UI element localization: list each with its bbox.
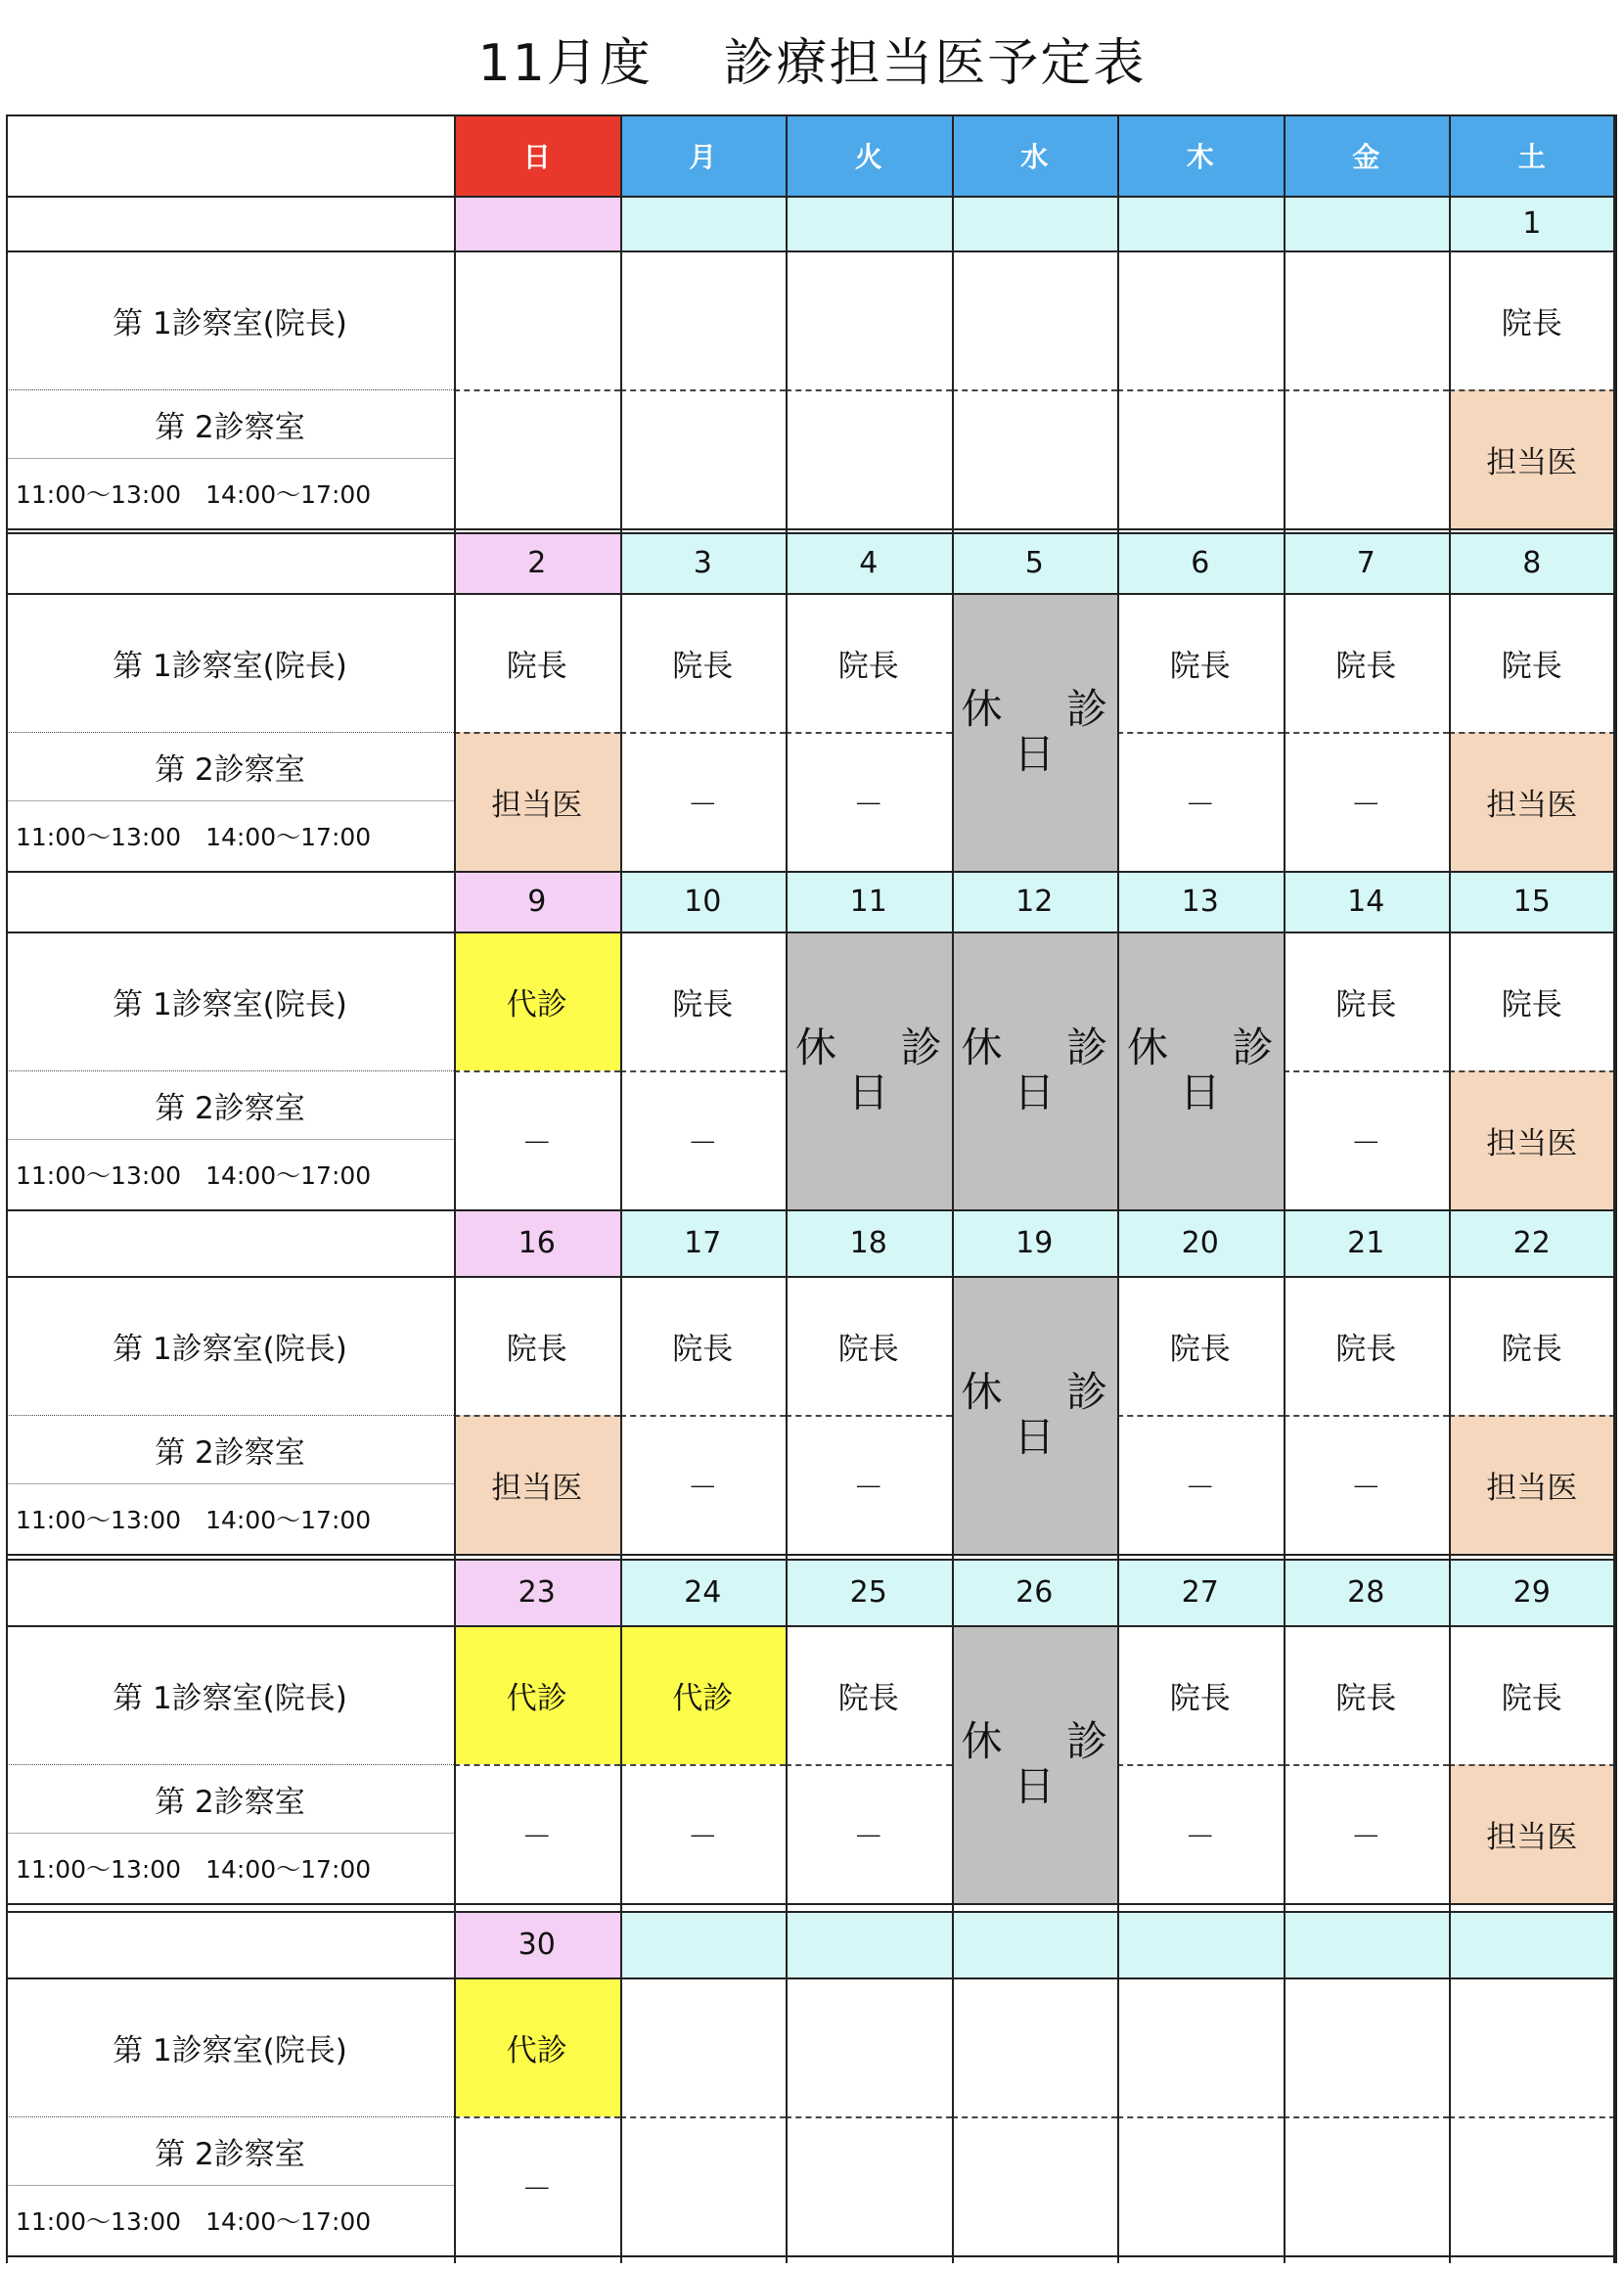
room1-cell (1117, 250, 1284, 389)
room2-cell: － (1350, 1470, 1381, 1506)
date-cell (952, 196, 1118, 250)
date-cell: 29 (1449, 1559, 1615, 1625)
date-cell: 7 (1284, 532, 1450, 593)
date-bottom-line (6, 1276, 1615, 1278)
room-divider (786, 1415, 952, 1417)
date-cell: 25 (786, 1559, 952, 1625)
room1-cell: 院長 (1169, 1680, 1231, 1716)
date-cell: 14 (1284, 871, 1450, 932)
label-divider (6, 1833, 454, 1834)
room-divider (952, 389, 1118, 391)
room-divider (620, 2116, 787, 2118)
week-bottom-line (6, 528, 1615, 530)
room-divider (1284, 1764, 1450, 1766)
room2-cell: － (853, 787, 884, 823)
room1-cell (952, 250, 1118, 389)
date-cell (1117, 196, 1284, 250)
day-header: 水 (952, 114, 1118, 196)
date-cell: 17 (620, 1209, 787, 1276)
room-divider (952, 2116, 1118, 2118)
date-cell: 3 (620, 532, 787, 593)
room-divider (620, 1070, 787, 1072)
substitute-cell: 代診 (454, 1625, 620, 1764)
room2-cell: － (687, 787, 718, 823)
date-cell: 21 (1284, 1209, 1450, 1276)
room2-label: 第 2診察室 (155, 1090, 305, 1126)
room1-cell: 院長 (1501, 1680, 1562, 1716)
date-cell (620, 196, 787, 250)
holiday-char: 診 (900, 1023, 942, 1071)
date-cell: 30 (454, 1911, 620, 1977)
col-line (786, 114, 788, 2263)
room-divider (786, 1764, 952, 1766)
label-divider (6, 800, 454, 801)
room1-cell (620, 250, 787, 389)
room1-label: 第 1診察室(院長) (113, 305, 347, 341)
date-cell (786, 196, 952, 250)
date-cell: 16 (454, 1209, 620, 1276)
room-divider (6, 389, 454, 390)
room-divider (620, 1764, 787, 1766)
room2-hours: 11:00〜13:00 14:00〜17:00 (16, 1855, 372, 1884)
room1-cell: 院長 (837, 1680, 899, 1716)
room1-cell: 院長 (1169, 648, 1231, 684)
col-line (620, 114, 622, 2263)
holiday-char: 日 (1014, 1762, 1056, 1810)
date-cell: 27 (1117, 1559, 1284, 1625)
room2-cell: － (521, 1125, 553, 1161)
holiday-char: 休 (961, 685, 1003, 733)
holiday-label (1117, 1025, 1284, 1115)
room2-cell (1284, 2116, 1450, 2255)
room2-cell: － (1350, 1125, 1381, 1161)
room2-cell: － (853, 1470, 884, 1506)
holiday-char: 診 (1232, 1023, 1274, 1071)
date-cell: 4 (786, 532, 952, 593)
room1-label: 第 1診察室(院長) (113, 986, 347, 1022)
room-divider (1117, 2116, 1284, 2118)
room-divider (1284, 732, 1450, 734)
room1-cell: 院長 (672, 1331, 734, 1367)
room2-label: 第 2診察室 (155, 1434, 305, 1471)
col-line (1284, 114, 1286, 2263)
room2-cell (620, 389, 787, 528)
room1-cell: 院長 (1501, 305, 1562, 341)
room1-cell (952, 1977, 1118, 2116)
date-cell: 10 (620, 871, 787, 932)
holiday-char: 診 (1065, 1717, 1107, 1765)
date-cell: 1 (1449, 196, 1615, 250)
date-bottom-line (6, 250, 1615, 252)
room-divider (1449, 1070, 1615, 1072)
page-title: 11月度 診療担当医予定表 (477, 34, 1147, 93)
holiday-char: 休 (795, 1023, 837, 1071)
week-top-line (6, 1209, 1615, 1211)
room-divider (786, 389, 952, 391)
date-cell: 28 (1284, 1559, 1450, 1625)
date-cell: 2 (454, 532, 620, 593)
room-divider (1449, 732, 1615, 734)
holiday-label (952, 687, 1118, 777)
room1-label: 第 1診察室(院長) (113, 1331, 347, 1367)
week-top-line (6, 1911, 1615, 1913)
week-bottom-line (6, 2255, 1615, 2257)
day-header: 土 (1449, 114, 1615, 196)
room1-cell (1284, 1977, 1450, 2116)
room2-cell: － (1185, 787, 1216, 823)
day-header: 木 (1117, 114, 1284, 196)
room1-label: 第 1診察室(院長) (113, 648, 347, 684)
holiday-char: 日 (1179, 1068, 1221, 1116)
week-top-line (6, 196, 1615, 198)
room2-cell: － (1185, 1819, 1216, 1855)
table-top (6, 114, 1615, 116)
room2-cell (1284, 389, 1450, 528)
room-divider (454, 389, 620, 391)
room-divider (1117, 732, 1284, 734)
col-line (454, 114, 456, 2263)
date-cell (1117, 1911, 1284, 1977)
room1-cell: 院長 (506, 648, 567, 684)
date-cell: 13 (1117, 871, 1284, 932)
room-divider (454, 732, 620, 734)
room1-cell: 院長 (1335, 648, 1397, 684)
date-cell: 19 (952, 1209, 1118, 1276)
room-divider (6, 1415, 454, 1416)
col-line (1117, 114, 1119, 2263)
date-cell (454, 196, 620, 250)
room2-cell: － (687, 1125, 718, 1161)
attending-cell: 担当医 (454, 1415, 620, 1554)
room-divider (1284, 2116, 1450, 2118)
day-header: 火 (786, 114, 952, 196)
date-cell: 26 (952, 1559, 1118, 1625)
room1-cell (786, 250, 952, 389)
date-cell (620, 1911, 787, 1977)
week-top-line (6, 532, 1615, 534)
room2-cell (952, 389, 1118, 528)
room-divider (1117, 1415, 1284, 1417)
attending-cell: 担当医 (1449, 1764, 1615, 1903)
room1-cell (786, 1977, 952, 2116)
holiday-cell (786, 932, 952, 1209)
day-header: 月 (620, 114, 787, 196)
room2-cell (620, 2116, 787, 2255)
date-cell: 24 (620, 1559, 787, 1625)
room-divider (1117, 1764, 1284, 1766)
attending-cell: 担当医 (454, 732, 620, 871)
room-divider (454, 1070, 620, 1072)
table-right (1613, 114, 1615, 2263)
room2-cell (786, 2116, 952, 2255)
room-divider (1449, 1415, 1615, 1417)
room2-cell: － (521, 1819, 553, 1855)
room2-cell: － (687, 1470, 718, 1506)
label-divider (6, 1139, 454, 1140)
room2-cell (786, 389, 952, 528)
room-divider (6, 1070, 454, 1071)
holiday-char: 日 (1014, 730, 1056, 778)
attending-cell: 担当医 (1449, 1070, 1615, 1209)
room2-hours: 11:00〜13:00 14:00〜17:00 (16, 823, 372, 851)
room2-cell: － (1350, 1819, 1381, 1855)
room2-cell: － (687, 1819, 718, 1855)
room2-label: 第 2診察室 (155, 409, 305, 445)
table-left (6, 114, 8, 2263)
room-divider (786, 2116, 952, 2118)
holiday-char: 診 (1065, 685, 1107, 733)
room-divider (454, 1415, 620, 1417)
week-top-line (6, 871, 1615, 873)
room-divider (620, 389, 787, 391)
room-divider (1284, 389, 1450, 391)
label-divider (6, 2185, 454, 2186)
date-cell (1449, 1911, 1615, 1977)
date-cell: 9 (454, 871, 620, 932)
room2-label: 第 2診察室 (155, 2136, 305, 2172)
room1-cell: 院長 (1169, 1331, 1231, 1367)
room2-hours: 11:00〜13:00 14:00〜17:00 (16, 1506, 372, 1534)
room2-cell (454, 389, 620, 528)
holiday-cell (952, 593, 1118, 871)
col-line (1449, 114, 1451, 2263)
room1-label: 第 1診察室(院長) (113, 2032, 347, 2068)
room2-cell (1449, 2116, 1615, 2255)
holiday-label (786, 1025, 952, 1115)
date-cell (786, 1911, 952, 1977)
holiday-cell (1117, 932, 1284, 1209)
room2-cell: － (521, 2171, 553, 2207)
room-divider (786, 732, 952, 734)
date-bottom-line (6, 1977, 1615, 1979)
date-cell: 5 (952, 532, 1118, 593)
room-divider (1284, 1415, 1450, 1417)
room2-cell (952, 2116, 1118, 2255)
room1-cell: 院長 (672, 648, 734, 684)
room2-cell: － (853, 1819, 884, 1855)
date-bottom-line (6, 932, 1615, 933)
date-bottom-line (6, 593, 1615, 595)
room1-cell (1284, 250, 1450, 389)
room2-cell (1117, 389, 1284, 528)
room-divider (6, 2116, 454, 2117)
week-bottom-line (6, 1903, 1615, 1905)
date-cell: 18 (786, 1209, 952, 1276)
date-cell: 8 (1449, 532, 1615, 593)
attending-cell: 担当医 (1449, 1415, 1615, 1554)
room1-cell: 院長 (672, 986, 734, 1022)
room2-hours: 11:00〜13:00 14:00〜17:00 (16, 2207, 372, 2236)
holiday-char: 診 (1065, 1023, 1107, 1071)
room-divider (1449, 389, 1615, 391)
day-header: 金 (1284, 114, 1450, 196)
room2-label: 第 2診察室 (155, 1784, 305, 1820)
date-cell: 15 (1449, 871, 1615, 932)
holiday-char: 日 (1014, 1068, 1056, 1116)
attending-cell: 担当医 (1449, 389, 1615, 528)
room1-cell: 院長 (1335, 1680, 1397, 1716)
date-cell (1284, 196, 1450, 250)
date-cell (952, 1911, 1118, 1977)
attending-cell: 担当医 (1449, 732, 1615, 871)
date-cell: 22 (1449, 1209, 1615, 1276)
room2-label: 第 2診察室 (155, 751, 305, 788)
week-bottom-line (6, 1554, 1615, 1556)
room1-cell: 院長 (1501, 1331, 1562, 1367)
room-divider (6, 1764, 454, 1765)
room-divider (620, 1415, 787, 1417)
date-cell: 12 (952, 871, 1118, 932)
date-cell: 6 (1117, 532, 1284, 593)
room-divider (6, 732, 454, 733)
room1-cell: 院長 (1501, 648, 1562, 684)
room2-cell: － (1185, 1470, 1216, 1506)
room2-hours: 11:00〜13:00 14:00〜17:00 (16, 1161, 372, 1190)
week-top-line (6, 1559, 1615, 1561)
substitute-cell: 代診 (454, 1977, 620, 2116)
room1-cell: 院長 (1501, 986, 1562, 1022)
room-divider (1117, 389, 1284, 391)
holiday-char: 休 (1127, 1023, 1169, 1071)
holiday-char: 日 (847, 1068, 889, 1116)
room-divider (620, 732, 787, 734)
room1-cell: 院長 (837, 1331, 899, 1367)
label-divider (6, 458, 454, 459)
room1-cell: 院長 (1335, 1331, 1397, 1367)
date-cell: 23 (454, 1559, 620, 1625)
room-divider (1449, 1764, 1615, 1766)
room1-cell (1449, 1977, 1615, 2116)
holiday-char: 休 (961, 1368, 1003, 1416)
substitute-cell: 代診 (454, 932, 620, 1070)
holiday-cell (952, 1276, 1118, 1554)
holiday-label (952, 1370, 1118, 1460)
holiday-char: 休 (961, 1023, 1003, 1071)
holiday-char: 診 (1065, 1368, 1107, 1416)
room1-cell: 院長 (506, 1331, 567, 1367)
holiday-cell (952, 932, 1118, 1209)
schedule-table (6, 114, 1615, 2263)
room1-cell (1117, 1977, 1284, 2116)
room-divider (454, 1764, 620, 1766)
room2-cell (1117, 2116, 1284, 2255)
label-divider (6, 1483, 454, 1484)
holiday-label (952, 1719, 1118, 1809)
room2-cell: － (1350, 787, 1381, 823)
date-cell: 11 (786, 871, 952, 932)
room2-hours: 11:00〜13:00 14:00〜17:00 (16, 480, 372, 509)
holiday-char: 休 (961, 1717, 1003, 1765)
day-header: 日 (454, 114, 620, 196)
room1-label: 第 1診察室(院長) (113, 1680, 347, 1716)
date-cell: 20 (1117, 1209, 1284, 1276)
room-divider (1449, 2116, 1615, 2118)
room1-cell: 院長 (1335, 986, 1397, 1022)
room1-cell: 院長 (837, 648, 899, 684)
col-line (952, 114, 954, 2263)
room-divider (1284, 1070, 1450, 1072)
substitute-cell: 代診 (620, 1625, 787, 1764)
room-divider (454, 2116, 620, 2118)
room1-cell (620, 1977, 787, 2116)
date-bottom-line (6, 1625, 1615, 1627)
holiday-char: 日 (1014, 1413, 1056, 1461)
date-cell (1284, 1911, 1450, 1977)
room1-cell (454, 250, 620, 389)
holiday-cell (952, 1625, 1118, 1903)
holiday-label (952, 1025, 1118, 1115)
